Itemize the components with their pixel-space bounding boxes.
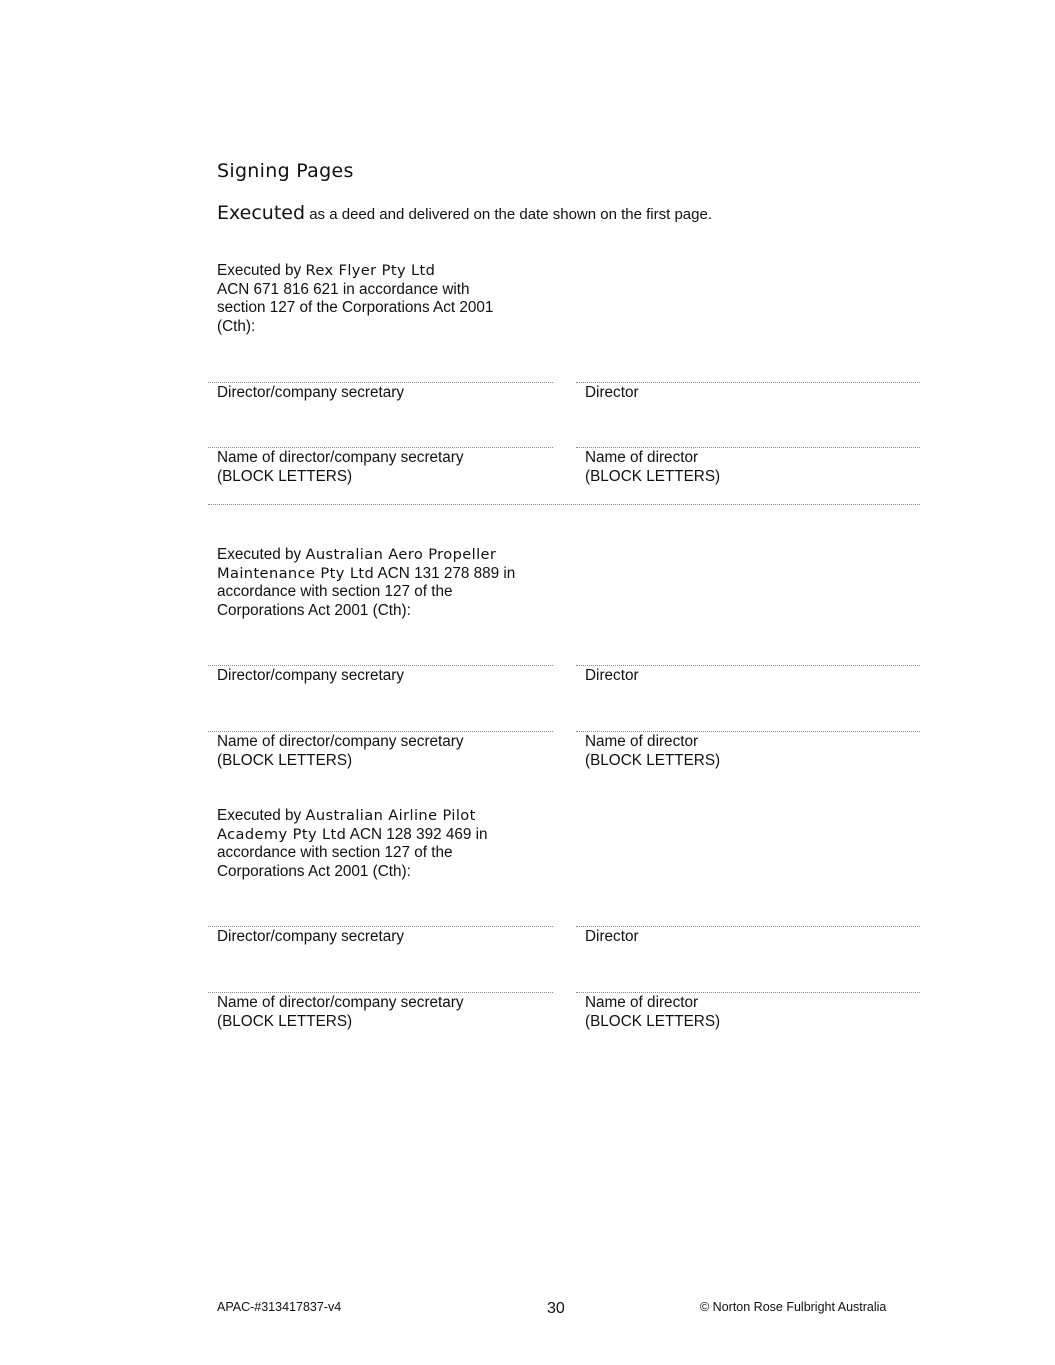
label-line: (BLOCK LETTERS) — [585, 467, 721, 485]
clause-line: Corporations Act 2001 (Cth): — [217, 602, 411, 620]
execution-prefix: Executed by — [217, 262, 306, 279]
company-name: Academy Pty Ltd — [217, 825, 347, 843]
section-divider — [208, 504, 920, 505]
name-line-secretary[interactable] — [208, 731, 553, 732]
clause-line: section 127 of the Corporations Act 2001 — [217, 299, 494, 317]
label-director-secretary: Director/company secretary — [217, 384, 405, 401]
label-line: (BLOCK LETTERS) — [585, 751, 721, 769]
page-title: Signing Pages — [217, 160, 354, 182]
label-line: Name of director — [585, 994, 699, 1011]
page-number: 30 — [547, 1300, 565, 1317]
label-director-secretary: Director/company secretary — [217, 667, 405, 684]
label-line: Name of director/company secretary — [217, 733, 464, 750]
label-name-secretary — [217, 449, 464, 486]
company-name: Maintenance Pty Ltd — [217, 564, 375, 582]
signature-line-director[interactable] — [576, 382, 920, 383]
label-name-secretary — [217, 733, 464, 770]
footer-doc-id: APAC-#313417837-v4 — [217, 1300, 342, 1314]
label-director-secretary: Director/company secretary — [217, 928, 405, 945]
execution-clause-rex-flyer — [217, 262, 547, 337]
footer-copyright: © Norton Rose Fulbright Australia — [700, 1300, 887, 1314]
execution-statement-rest: as a deed and delivered on the date shown on the first page. — [305, 206, 713, 223]
execution-prefix: Executed by — [217, 807, 306, 824]
label-name-director — [585, 449, 720, 486]
label-line: Name of director/company secretary — [217, 994, 464, 1011]
label-line: Name of director/company secretary — [217, 449, 464, 466]
clause-line: (Cth): — [217, 318, 256, 336]
signature-line-secretary[interactable] — [208, 665, 553, 666]
label-name-director — [585, 733, 720, 770]
signature-line-secretary[interactable] — [208, 926, 553, 927]
company-name: Australian Aero Propeller — [305, 546, 497, 563]
clause-line: ACN 671 816 621 in accordance with — [217, 280, 470, 298]
label-name-secretary — [217, 994, 464, 1031]
clause-line: accordance with section 127 of the — [217, 844, 453, 862]
label-line: Name of director — [585, 733, 699, 750]
name-line-director[interactable] — [576, 731, 920, 732]
execution-statement — [217, 202, 712, 224]
name-line-secretary[interactable] — [208, 992, 553, 993]
name-line-secretary[interactable] — [208, 447, 553, 448]
signature-line-director[interactable] — [576, 665, 920, 666]
clause-line: ACN 131 278 889 in — [374, 564, 516, 582]
clause-line: ACN 128 392 469 in — [346, 825, 488, 843]
clause-line: accordance with section 127 of the — [217, 583, 453, 601]
execution-statement-lead: Executed — [217, 202, 306, 224]
signature-line-secretary[interactable] — [208, 382, 553, 383]
execution-clause-aero-propeller — [217, 546, 547, 621]
label-line: (BLOCK LETTERS) — [217, 1012, 353, 1030]
label-line: (BLOCK LETTERS) — [217, 751, 353, 769]
label-line: (BLOCK LETTERS) — [585, 1012, 721, 1030]
label-name-director — [585, 994, 720, 1031]
label-director: Director — [585, 928, 639, 945]
execution-prefix: Executed by — [217, 546, 306, 563]
company-name: Rex Flyer Pty Ltd — [305, 262, 436, 279]
clause-line: Corporations Act 2001 (Cth): — [217, 863, 411, 881]
company-name: Australian Airline Pilot — [305, 807, 476, 824]
label-director: Director — [585, 384, 639, 401]
label-line: (BLOCK LETTERS) — [217, 467, 353, 485]
label-director: Director — [585, 667, 639, 684]
label-line: Name of director — [585, 449, 699, 466]
signature-line-director[interactable] — [576, 926, 920, 927]
name-line-director[interactable] — [576, 447, 920, 448]
name-line-director[interactable] — [576, 992, 920, 993]
execution-clause-pilot-academy — [217, 807, 547, 882]
